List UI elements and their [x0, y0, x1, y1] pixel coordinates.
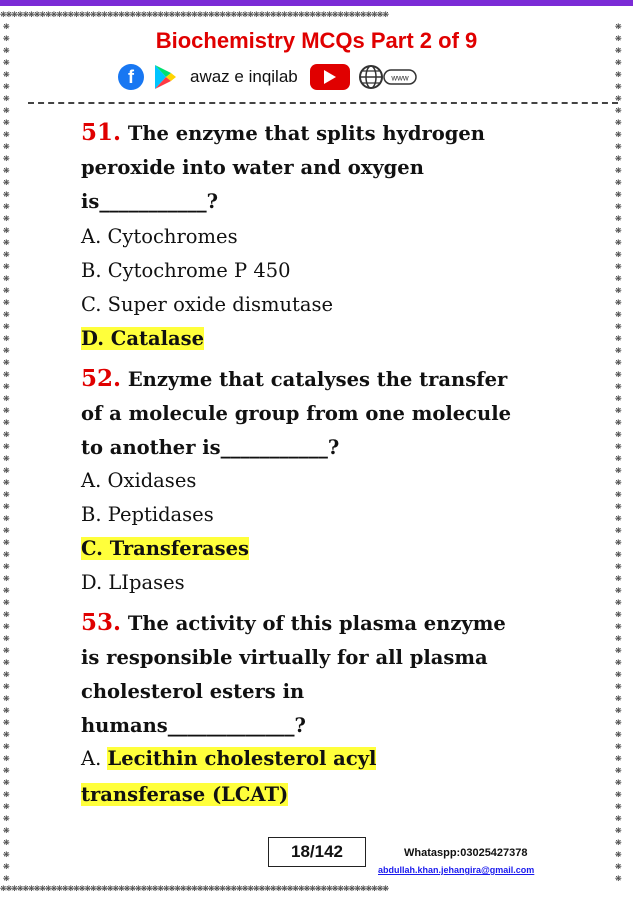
option-b: B. Cytochrome P 450	[81, 259, 291, 282]
question-text-line: of a molecule group from one molecule	[81, 402, 512, 425]
question-text-line: The enzyme that splits hydrogen	[127, 122, 485, 145]
question-text-line: The activity of this plasma enzyme	[127, 612, 506, 635]
question-number: 53.	[81, 609, 122, 636]
header-divider	[28, 102, 618, 104]
question-number: 51.	[81, 119, 122, 146]
question-text-line: Enzyme that catalyses the transfer	[127, 368, 508, 391]
question-text-line: cholesterol esters in	[81, 680, 305, 703]
option-prefix: A.	[81, 747, 102, 770]
star-border-bottom: ❋❋❋❋❋❋❋❋❋❋❋❋❋❋❋❋❋❋❋❋❋❋❋❋❋❋❋❋❋❋❋❋❋❋❋❋❋❋❋❋❋❋❋❋❋❋❋❋❋❋❋❋❋❋❋❋❋❋❋❋❋❋❋❋❋❋❋❋❋	[0, 882, 388, 894]
question-text-line: peroxide into water and oxygen	[81, 156, 424, 179]
question-text-line: to another is___________?	[81, 436, 340, 459]
brand-name: awaz e inqilab	[190, 67, 298, 86]
question-52	[81, 362, 571, 465]
question-text-line: is responsible virtually for all plasma	[81, 646, 488, 669]
option-a: A. Oxidases	[81, 469, 197, 492]
correct-answer-option-a-cont: transferase (LCAT)	[81, 783, 289, 806]
correct-answer-option-c: C. Transferases	[81, 537, 249, 560]
question-text-line: is___________?	[81, 190, 219, 213]
option-c: C. Super oxide dismutase	[81, 293, 334, 316]
star-border-top: ❋❋❋❋❋❋❋❋❋❋❋❋❋❋❋❋❋❋❋❋❋❋❋❋❋❋❋❋❋❋❋❋❋❋❋❋❋❋❋❋❋❋❋❋❋❋❋❋❋❋❋❋❋❋❋❋❋❋❋❋❋❋❋❋❋❋❋❋❋	[0, 8, 388, 20]
email-link[interactable]: abdullah.khan.jehangira@gmail.com	[378, 865, 535, 875]
star-border-right: ❋❋❋❋❋❋❋❋❋❋❋❋❋❋❋❋❋❋❋❋❋❋❋❋❋❋❋❋❋❋❋❋❋❋❋❋❋❋❋❋❋❋❋❋❋❋❋❋❋❋❋❋❋❋❋❋❋❋❋❋❋❋❋❋❋❋❋❋❋❋❋❋	[615, 20, 622, 882]
question-number: 52.	[81, 365, 122, 392]
whatsapp-contact: Whataspp:03025427378	[404, 847, 528, 859]
question-51	[81, 116, 571, 219]
svg-text:www: www	[391, 73, 409, 83]
option-b: B. Peptidases	[81, 503, 214, 526]
correct-answer-option-a: Lecithin cholesterol acyl	[107, 747, 377, 770]
option-d: D. LIpases	[81, 571, 185, 594]
page-number: 18/142	[268, 837, 366, 867]
question-53	[81, 606, 571, 743]
question-text-line: humans_____________?	[81, 714, 306, 737]
youtube-icon[interactable]	[310, 64, 350, 90]
web-icon[interactable]	[358, 64, 418, 90]
play-store-icon[interactable]	[152, 63, 178, 91]
top-accent-bar	[0, 0, 633, 6]
social-bar	[118, 62, 418, 92]
facebook-icon[interactable]: f	[118, 64, 144, 90]
page-title: Biochemistry MCQs Part 2 of 9	[155, 28, 478, 53]
option-a: A. Cytochromes	[81, 225, 238, 248]
star-border-left: ❋❋❋❋❋❋❋❋❋❋❋❋❋❋❋❋❋❋❋❋❋❋❋❋❋❋❋❋❋❋❋❋❋❋❋❋❋❋❋❋❋❋❋❋❋❋❋❋❋❋❋❋❋❋❋❋❋❋❋❋❋❋❋❋❋❋❋❋❋❋❋❋	[3, 20, 10, 882]
correct-answer-option-d: D. Catalase	[81, 327, 205, 350]
